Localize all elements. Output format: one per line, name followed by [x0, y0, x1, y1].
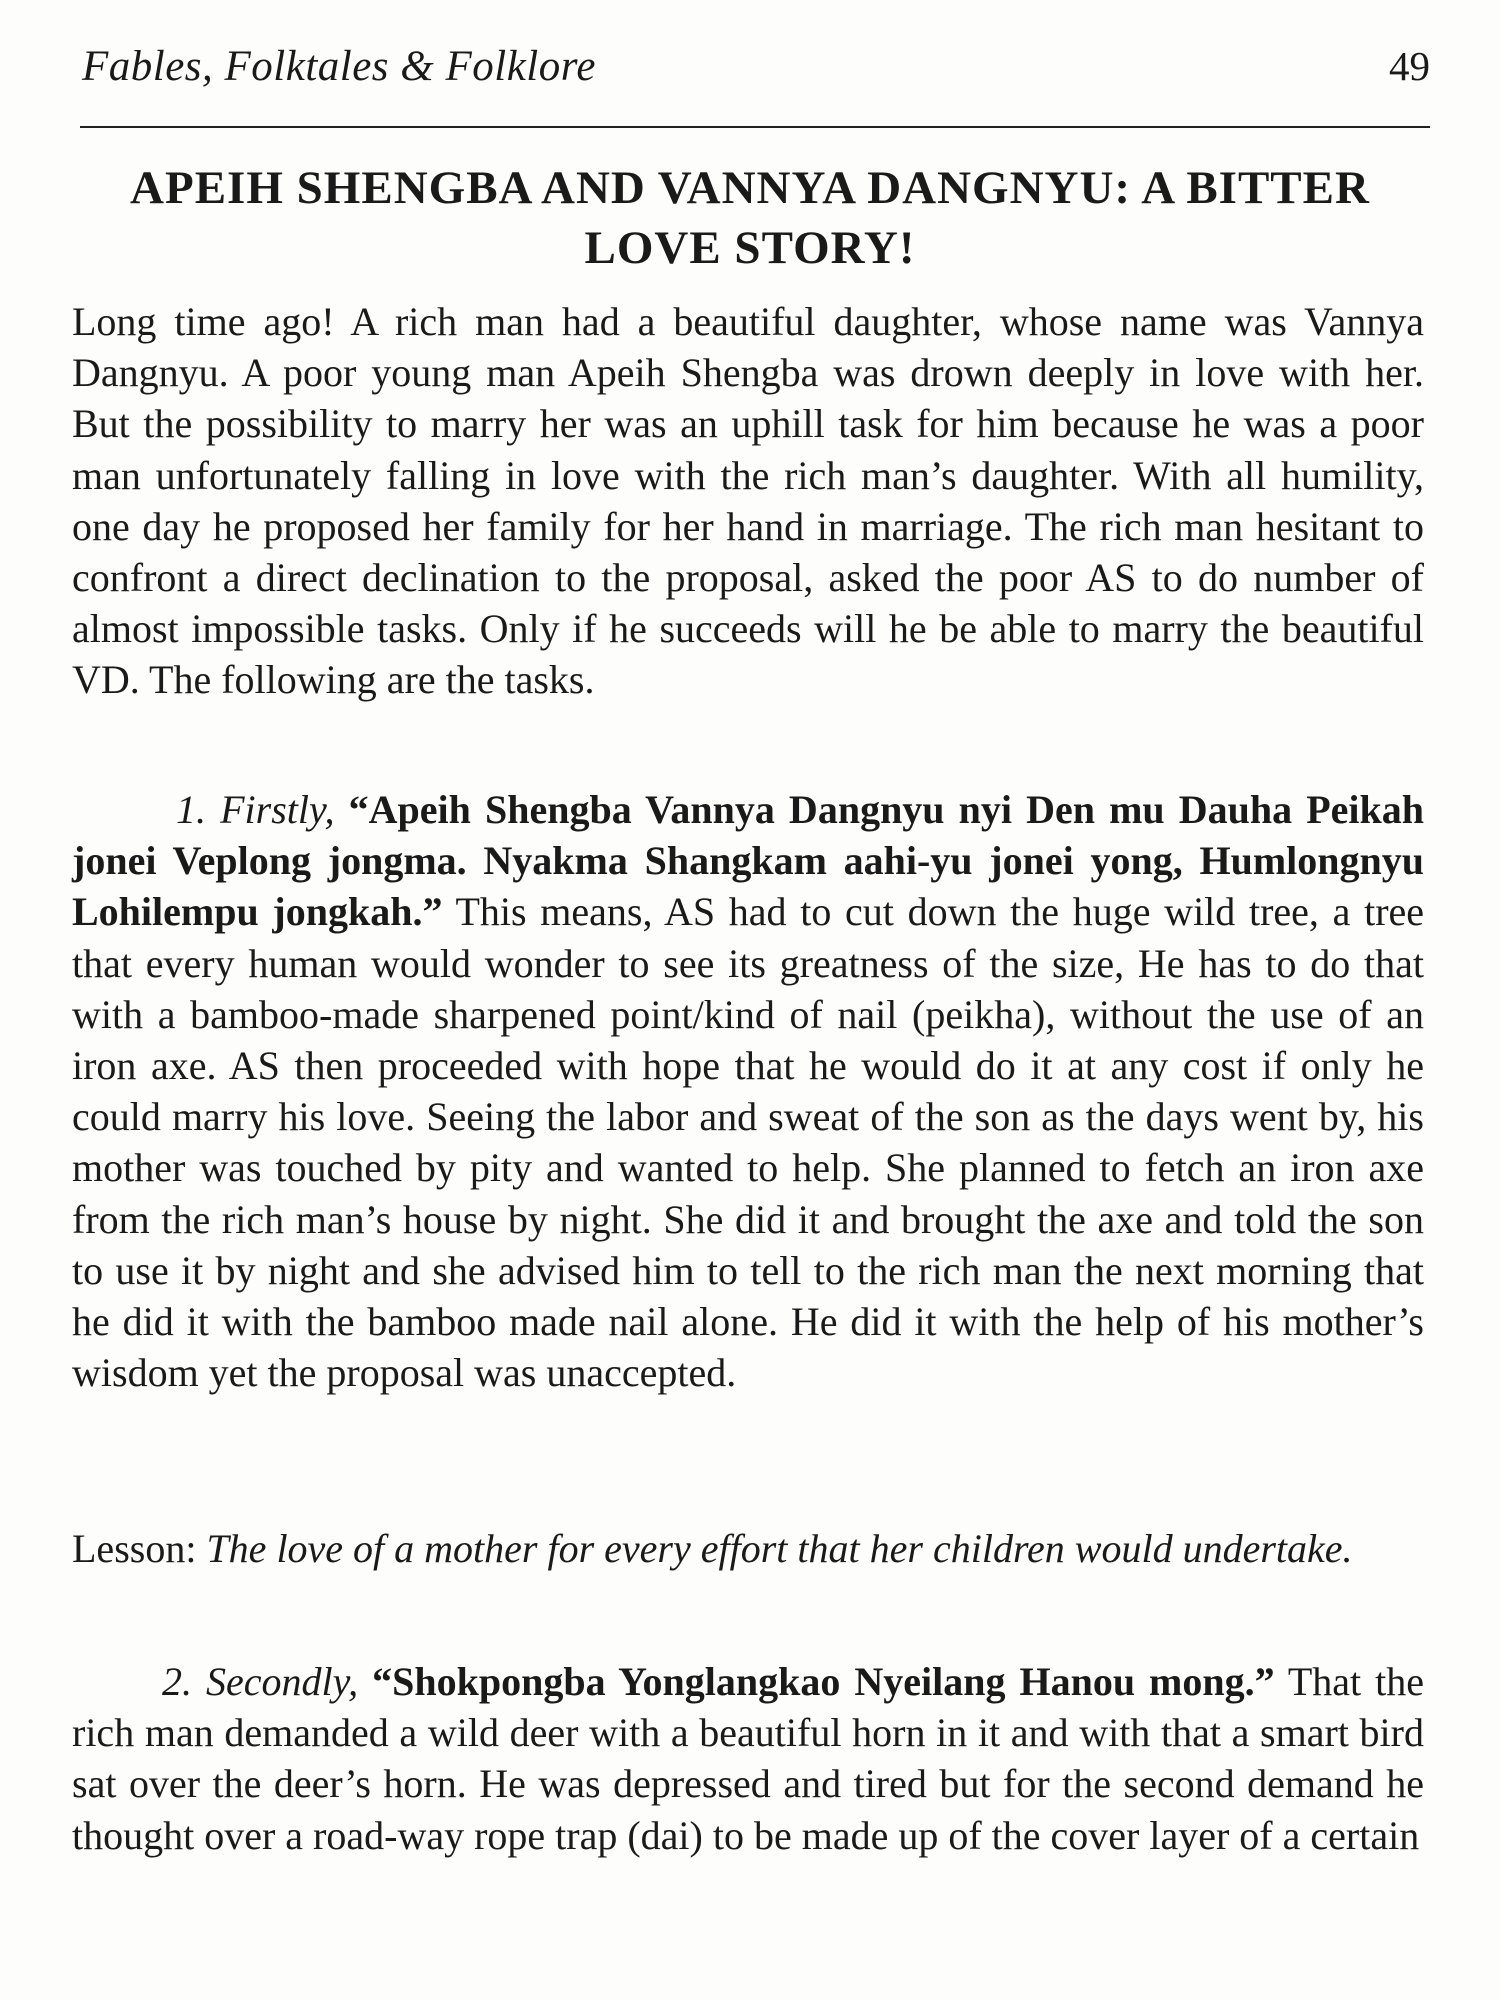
- lesson-text: The love of a mother for every effort that her children would undertake.: [206, 1526, 1353, 1571]
- page-number: 49: [1389, 43, 1430, 89]
- chapter-title: APEIH SHENGBA AND VANNYA DANGNYU: A BITTER LOVE STORY!: [130, 162, 1370, 274]
- task-one-quote: “Apeih Shengba Vannya Dangnyu nyi Den mu Dauha Peikah jonei Veplong jongma. Nyakma Shangkam aahi-yu jonei yong, Humlongnyu Lohilempu jongkah.”: [72, 787, 1425, 935]
- task-two-text: That the rich man demanded a wild deer with a beautiful horn in it and with that a smart bird sat over the deer’s horn. He was depressed and tired but for the second demand he thought over a road-way rope trap (dai) to be made up of the cover layer of a certain: [72, 1659, 1424, 1858]
- task-two-paragraph: [72, 1656, 1424, 1861]
- lesson-label: Lesson:: [72, 1526, 197, 1571]
- task-one-paragraph: [72, 784, 1424, 1398]
- running-header: [82, 42, 1430, 102]
- task-two-marker: 2. Secondly,: [162, 1659, 359, 1704]
- lesson-paragraph: [72, 1524, 1424, 1574]
- running-title: Fables, Folktales & Folklore: [82, 43, 596, 90]
- task-one-text: This means, AS had to cut down the huge wild tree, a tree that every human would wonder to see its greatness of the size, He has to do that with a bamboo-made sharpened point/kind of nail (peikha), without the use of an iron axe. AS then proceeded with hope that he would do it at any cost if only he could marry his love. Seeing the labor and sweat of the son as the days went by, his mother was touched by pity and wanted to help. She planned to fetch an iron axe from the rich man’s house by night. She did it and brought the axe and told the son to use it by night and she advised him to tell to the rich man the next morning that he did it with the bamboo made nail alone. He did it with the help of his mother’s wisdom yet the proposal was unaccepted.: [72, 889, 1425, 1396]
- task-two-quote: “Shokpongba Yonglangkao Nyeilang Hanou mong.”: [372, 1659, 1275, 1704]
- intro-paragraph: Long time ago! A rich man had a beautiful daughter, whose name was Vannya Dangnyu. A poor young man Apeih Shengba was drown deeply in love with her. But the possibility to marry her was an uphill task for him because he was a poor man unfortunately falling in love with the rich man’s daughter. With all humility, one day he proposed her family for her hand in marriage. The rich man hesitant to confront a direct declination to the proposal, asked the poor AS to do number of almost impossible tasks. Only if he succeeds will he be able to marry the beautiful VD. The following are the tasks.: [72, 299, 1424, 703]
- header-rule: [80, 126, 1430, 128]
- task-one-marker: 1. Firstly,: [176, 787, 335, 832]
